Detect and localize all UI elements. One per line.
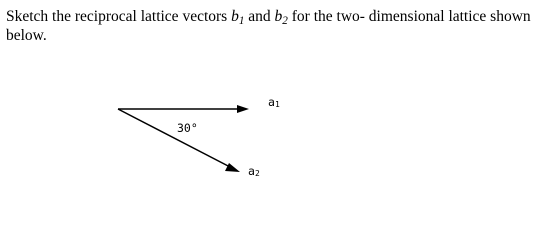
b1-symbol: $b_1$ bbox=[231, 8, 245, 27]
question-part-1: Sketch the reciprocal lattice vectors bbox=[6, 8, 232, 25]
label-angle: 30° bbox=[177, 121, 198, 135]
question-part-2: and bbox=[244, 8, 275, 25]
question-part-3: for the two- dimensional lattice shown below. bbox=[6, 8, 531, 44]
label-a2: a2 bbox=[248, 164, 260, 178]
b2-symbol: $b_2$ bbox=[274, 8, 288, 27]
vector-a2 bbox=[118, 109, 240, 172]
vector-a1 bbox=[118, 105, 249, 113]
label-a1: a1 bbox=[268, 95, 280, 109]
